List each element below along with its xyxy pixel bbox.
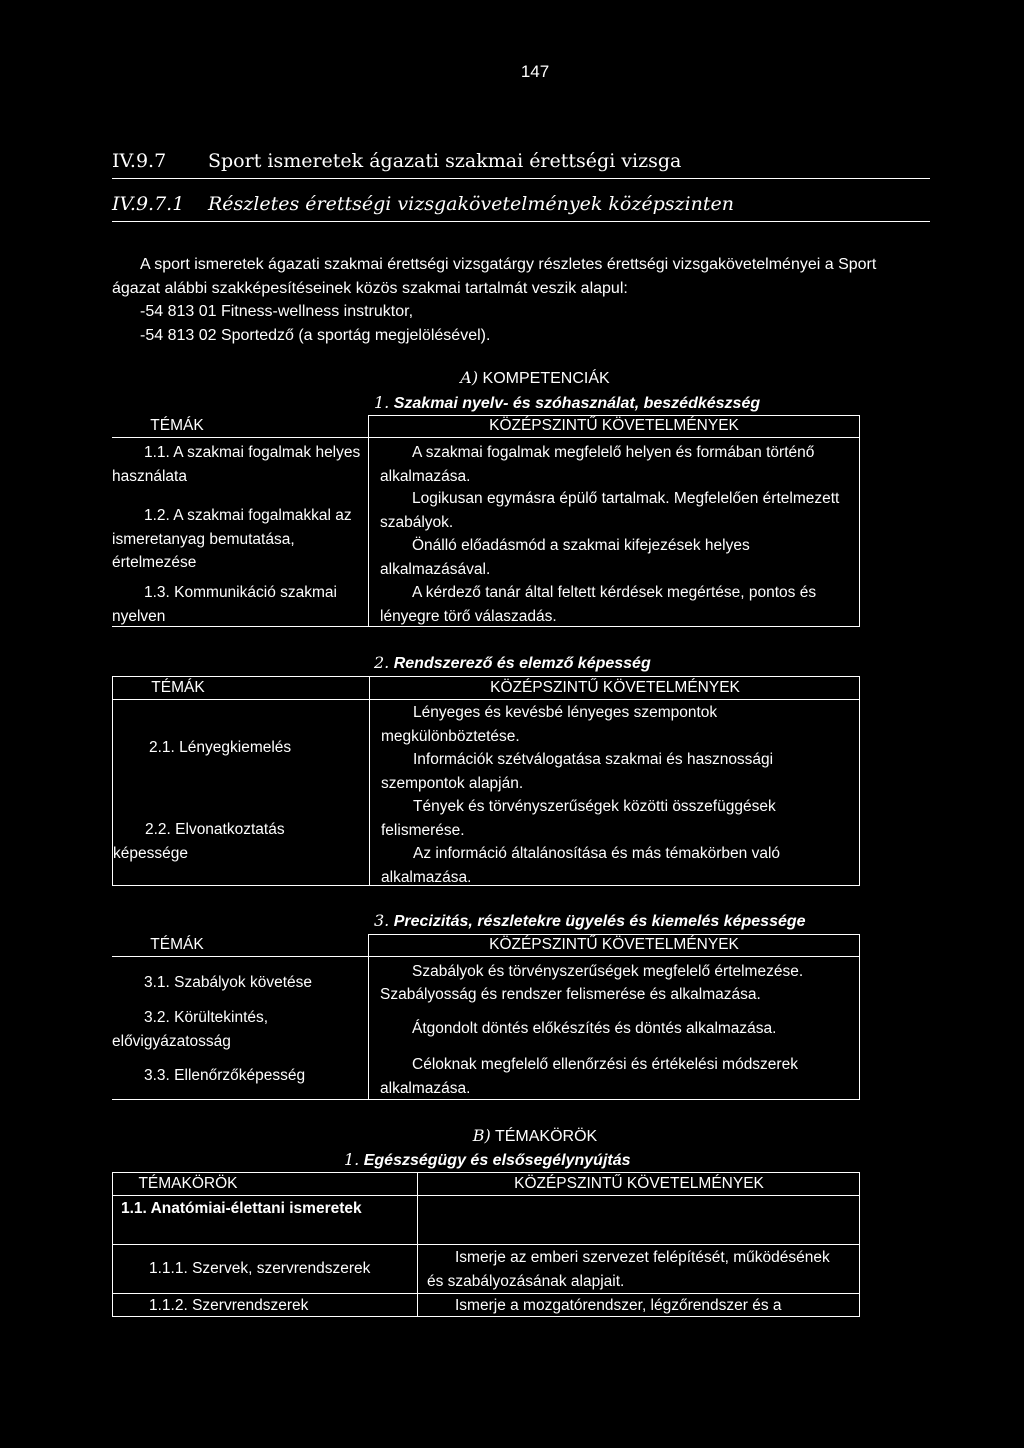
section-b-letter: B) [472,1126,491,1145]
block3-title-text: Precizitás, részletekre ügyelés és kiemelés képessége [393,913,806,930]
block2-table [112,676,860,886]
table-row-requirement: Ismerje a mozgatórendszer, légzőrendszer és a [455,1297,782,1314]
table-row-topic: 1.1.1. Szervek, szervrendszerek [149,1260,371,1277]
subsection-heading-number: IV.9.7.1 [112,193,185,215]
block1-table [112,415,860,627]
table-row-requirement: Önálló előadásmód a szakmai kifejezések helyes alkalmazásával. [380,537,750,578]
table-row-requirement: Szabályok és törvényszerűségek megfelelő értelmezése. [412,963,804,980]
table-row-requirement: Átgondolt döntés előkészítés és döntés alkalmazása. [412,1020,777,1037]
section-heading-number: IV.9.7 [112,150,167,172]
block2-number: 2. [374,653,390,672]
table-row-topic: 3.2. Körültekintés, elővigyázatosság [112,1009,269,1050]
col-requirements-header: KÖZÉPSZINTŰ KÖVETELMÉNYEK [514,1175,764,1192]
subsection-heading-title: Részletes érettségi vizsgakövetelmények középszinten [208,193,734,215]
section-a-title: KOMPETENCIÁK [482,370,610,387]
block2-title-text: Rendszerező és elemző képesség [393,655,651,672]
table-row-requirement: A kérdező tanár által feltett kérdések megértése, pontos és lényegre törő válaszadás. [380,584,817,625]
block3-number: 3. [374,911,390,930]
section-heading [112,150,930,179]
table-row-topic: 1.3. Kommunikáció szakmai nyelven [112,584,337,625]
section-b-heading [330,1126,740,1146]
section-a-heading [330,368,740,388]
section-b-title: TÉMAKÖRÖK [494,1128,598,1145]
table-row-requirement: Tények és törvényszerűségek közötti összefüggések felismerése. [381,798,776,839]
table-row-topic: 3.3. Ellenőrzőképesség [144,1067,306,1084]
table-row-topic: 1.1.2. Szervrendszerek [149,1297,309,1314]
table-row-requirement: Céloknak megfelelő ellenőrzési és értékelési módszerek alkalmazása. [380,1056,798,1097]
block-b1-number: 1. [344,1150,360,1169]
section-heading-title: Sport ismeretek ágazati szakmai érettségi vizsga [208,150,682,172]
table-row-topic: 1.1. A szakmai fogalmak helyes használata [112,444,361,485]
col-requirements-header: KÖZÉPSZINTŰ KÖVETELMÉNYEK [490,679,740,696]
table-row-requirement: Logikusan egymásra épülő tartalmak. Megfelelően értelmezett szabályok. [380,490,840,531]
block3-title [374,911,874,931]
intro-item: -54 813 01 Fitness-wellness instruktor, [140,303,414,320]
table-row-requirement: Ismerje az emberi szervezet felépítését, működésének és szabályozásának alapjait. [427,1249,830,1290]
block-b1-table [112,1172,860,1317]
block1-title-text: Szakmai nyelv- és szóhasználat, beszédkészség [393,395,761,412]
table-row-requirement: A szakmai fogalmak megfelelő helyen és formában történő alkalmazása. [380,444,815,485]
col-topics-header: TÉMÁK [150,417,204,434]
table-row-topic: 1.1. Anatómiai-élettani ismeretek [121,1200,362,1217]
intro-item: -54 813 02 Sportedző (a sportág megjelölésével). [140,326,491,344]
col-topics-header: TÉMAKÖRÖK [138,1175,238,1192]
section-a-letter: A) [460,368,479,387]
table-row-topic: 1.2. A szakmai fogalmakkal az ismeretanyag bemutatása, értelmezése [112,507,352,571]
block1-number: 1. [374,393,390,412]
table-row-topic: 2.1. Lényegkiemelés [149,739,292,756]
block3-table [112,934,860,1100]
table-row-topic: 2.2. Elvonatkoztatás képessége [113,821,285,862]
block2-title [374,653,874,673]
col-topics-header: TÉMÁK [150,936,204,953]
block1-title [374,393,874,413]
table-row-topic: 3.1. Szabályok követése [144,974,313,991]
col-requirements-header: KÖZÉPSZINTŰ KÖVETELMÉNYEK [489,417,739,434]
block-b1-title [344,1150,844,1170]
col-topics-header: TÉMÁK [151,679,205,696]
table-row-requirement: Az információ általánosítása és más témakörben való alkalmazása. [381,845,781,886]
table-row-requirement: Lényeges és kevésbé lényeges szempontok megkülönböztetése. [381,704,718,745]
page-number: 147 [520,62,550,81]
table-row-requirement: Információk szétválogatása szakmai és hasznossági szempontok alapján. [381,751,774,792]
intro-text [112,253,902,347]
table-row-requirement: Szabályosság és rendszer felismerése és alkalmazása. [380,986,761,1003]
block-b1-title-text: Egészségügy és elsősegélynyújtás [363,1152,631,1169]
intro-paragraph: A sport ismeretek ágazati szakmai érettségi vizsgatárgy részletes érettségi vizsgakövetelményei a Sport ágazat alábbi szakképesítéseinek közös szakmai tartalmát veszik alapul: [112,256,877,297]
col-requirements-header: KÖZÉPSZINTŰ KÖVETELMÉNYEK [489,936,739,953]
subsection-heading [112,193,930,222]
